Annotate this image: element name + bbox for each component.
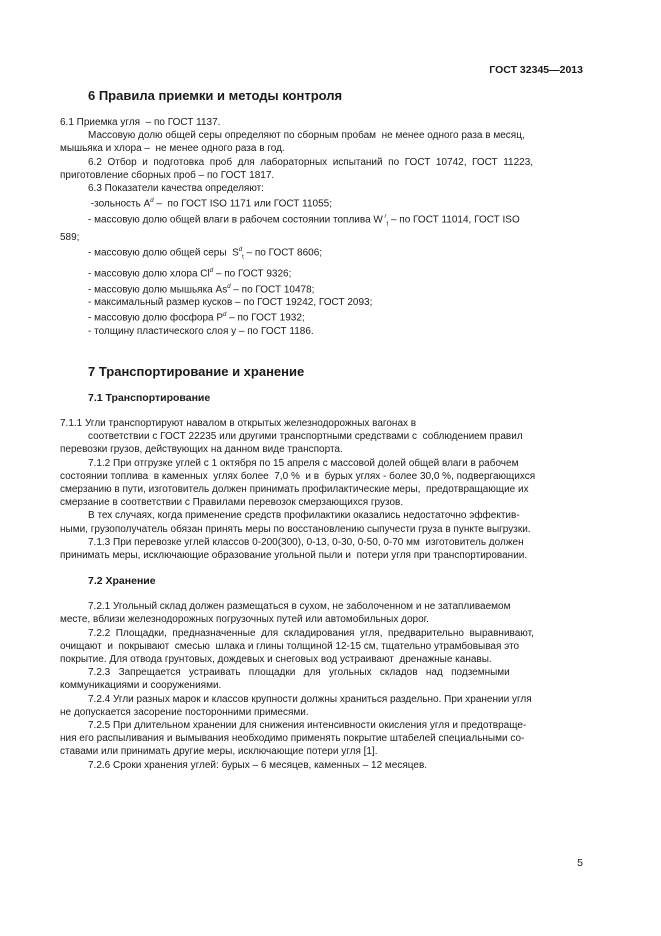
clause-7-1-2: 7.1.2 При отгрузке углей с 1 октября по 15 апреля с массовой долей общей влаги в рабочем [88,457,519,469]
indicator-sulfur: - массовую долю общей серы $S^d_t$ – по ГОСТ 8606; [88,247,323,261]
clause-7-1-3-cont: принимать меры, исключающие образование угольной пыли и потери угля при транспортировании. [60,550,528,562]
clause-6-1: 6.1 Приемка угля – по ГОСТ 1137. [60,117,221,128]
clause-7-2-4-cont: не допускается засорение посторонними примесями. [60,706,309,718]
clause-7-1-3: 7.1.3 При перевозке углей классов 0-200(300), 0-13, 0-30, 0-50, 0-70 мм изготовитель должен [88,536,524,548]
subsection-7-2-heading: 7.2 Хранение [88,575,156,588]
section-6-heading: 6 Правила приемки и методы контроля [88,88,343,103]
indicator-phosphorus: - массовую долю фосфора $P^d$ – по ГОСТ 1932; [88,312,305,324]
clause-7-2-1: 7.2.1 Угольный склад должен размещаться в сухом, не заболоченном и не затапливаемом [88,601,511,613]
clause-7-1-1-cont2: перевозки грузов, действующих на данном виде транспорта. [60,444,343,456]
section-6-body [60,116,583,338]
clause-7-2-3-cont: коммуникациями и сооружениями. [60,680,222,692]
subsection-7-1-heading: 7.1 Транспортирование [88,392,211,405]
subsection-7-1-body [60,417,583,562]
clause-6-2-cont: приготовление сборных проб – по ГОСТ 1817. [60,169,275,181]
clause-7-2-5-cont2: ставами или принимать другие меры, исключающие потери угля [1]. [60,746,378,758]
indicator-arsenic: - массовую долю мышьяка As$^d$ – по ГОСТ 10478; [88,283,315,295]
clause-7-2-2-cont1: очищают и покрывают смесью шлака и глины толщиной 12-15 см, тщательно утрамбовывая это [60,640,520,652]
indicator-ash: -зольность $A^d$ – по ГОСТ ISO 1171 или ГОСТ 11055; [88,198,333,210]
clause-7-1-2-cont1: состоянии топлива в каменных углях более 7,0 % и в бурых углях - более 30,0 %, подвергающихся [60,470,536,482]
clause-7-2-5-cont1: ния его распыливания и вымывания необходимо применять покрытие штабелей специальными со- [60,733,525,745]
clause-7-2-6: 7.2.6 Сроки хранения углей: бурых – 6 месяцев, каменных – 12 месяцев. [88,759,428,771]
clause-7-2-5: 7.2.5 При длительном хранении для снижения интенсивности окисления угля и предотвраще- [88,720,527,732]
clause-6-1-arsenic: мышьяка и хлора – не менее одного раза в год. [60,143,285,155]
indicator-plastic-layer: - толщину пластического слоя y – по ГОСТ 1186. [88,325,314,337]
clause-6-1-sulfur: Массовую долю общей серы определяют по сборным пробам не менее одного раза в месяц, [88,130,525,142]
clause-7-2-2-cont2: покрытие. Для отвода грунтовых, дождевых и снеговых вод устраивают дренажные канавы. [60,654,492,666]
section-7-heading: 7 Транспортирование и хранение [88,364,305,380]
subsection-7-2-body [60,600,583,772]
clause-7-1-2-cont2: смерзанию в пути, изготовитель должен принимать профилактические меры, предотвращающие их [60,484,529,496]
clause-7-2-1-cont: месте, вблизи железнодорожных погрузочных путей или автомобильных дорог. [60,614,429,626]
indicator-lump-size: - максимальный размер кусков – по ГОСТ 19242, ГОСТ 2093; [88,297,373,309]
page-number: 5 [577,857,583,869]
clause-7-1-2-cont3: смерзание в соответствии с Правилами перевозок смерзающихся грузов. [60,497,404,509]
clause-6-2: 6.2 Отбор и подготовка проб для лабораторных испытаний по ГОСТ 10742, ГОСТ 11223, [88,156,534,168]
clause-7-2-2: 7.2.2 Площадки, предназначенные для складирования угля, предварительно выравнивают, [88,627,534,639]
page-content [60,88,583,772]
indicator-moisture-cont: 589; [60,232,80,244]
clause-7-2-3: 7.2.3 Запрещается устраивать площадки для угольных складов над подземными [88,667,510,679]
indicator-chlorine: - массовую долю хлора Cl$^d$ – по ГОСТ 9326; [88,268,292,280]
clause-6-3: 6.3 Показатели качества определяют: [88,183,264,195]
document-code-header: ГОСТ 32345—2013 [489,64,583,76]
clause-7-1-2-note-cont: ными, грузополучатель обязан принять меры по восстановлению сыпучести груза в пункте выгрузки. [60,523,531,535]
clause-7-2-4: 7.2.4 Угли разных марок и классов крупности должны храниться раздельно. При хранении угля [88,693,532,705]
clause-7-1-2-note: В тех случаях, когда применение средств профилактики оказались недостаточно эффектив- [88,510,520,522]
clause-7-1-1: 7.1.1 Угли транспортируют навалом в открытых железнодорожных вагонах в [60,418,417,430]
indicator-moisture: - массовую долю общей влаги в рабочем состоянии топлива W $^r_t$ – по ГОСТ 11014, ГОСТ ISO [88,213,520,228]
clause-7-1-1-cont1: соответствии с ГОСТ 22235 или другими транспортными средствами с соблюдением правил [88,431,523,443]
